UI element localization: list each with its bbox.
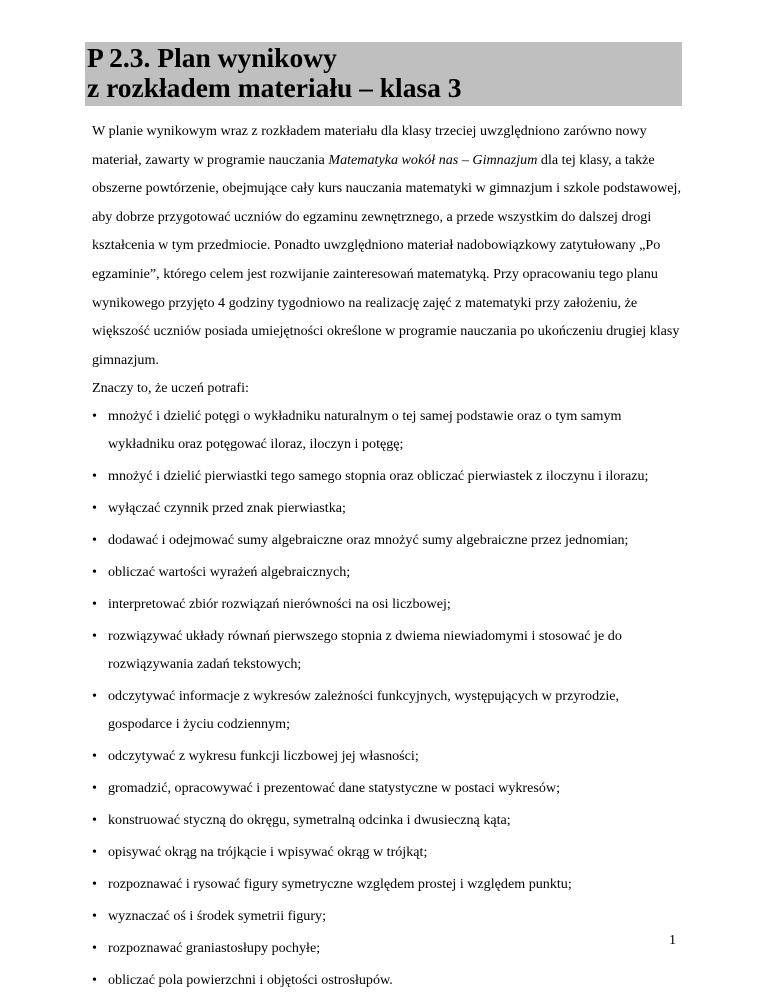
bullet-icon: • [92, 532, 97, 549]
list-item-text: rozpoznawać graniastosłupy pochyłe; [108, 940, 321, 957]
bullet-icon: • [92, 940, 97, 957]
list-item-text: wyłączać czynnik przed znak pierwiastka; [108, 500, 346, 517]
skills-list [92, 402, 682, 994]
bullet-icon: • [92, 468, 97, 485]
intro-text-after: dla tej klasy, a także obszerne powtórzenie, obejmujące cały kurs nauczania matematyki w gimnazjum i szkole podstawowej, aby dobrze przygotować uczniów do egzaminu zewnętrznego, a przede wszystkim do dalszej drogi kształcenia w tym przedmiocie. Ponadto uwzględniono materiał nadobowiązkowy zatytułowany „Po egzaminie”, którego celem jest rozwijanie zainteresowań matematyką. Przy opracowaniu tego planu wynikowego przyjęto 4 godziny tygodniowo na realizację zajęć z matematyki przy założeniu, że większość uczniów posiada umiejętności określone w programie nauczania po ukończeniu drugiej klasy gimnazjum. [92, 151, 681, 368]
list-item-text: konstruować styczną do okręgu, symetralną odcinka i dwusieczną kąta; [108, 812, 511, 829]
list-item-text: obliczać wartości wyrażeń algebraicznych; [108, 564, 351, 581]
list-item-text: mnożyć i dzielić pierwiastki tego samego stopnia oraz obliczać pierwiastek z iloczynu i ilorazu; [108, 468, 649, 485]
list-item [92, 774, 682, 802]
list-item-text: dodawać i odejmować sumy algebraiczne oraz mnożyć sumy algebraiczne przez jednomian; [108, 532, 629, 549]
list-item [92, 558, 682, 586]
list-item-text: odczytywać z wykresu funkcji liczbowej jej własności; [108, 748, 419, 765]
list-item [92, 934, 682, 962]
bullet-icon: • [92, 688, 97, 705]
list-item-text: rozpoznawać i rysować figury symetryczne względem prostej i względem punktu; [108, 876, 572, 893]
bullet-icon: • [92, 748, 97, 765]
program-name: Matematyka wokół nas – Gimnazjum [328, 151, 538, 168]
list-item [92, 622, 682, 678]
bullet-icon: • [92, 876, 97, 893]
list-item [92, 966, 682, 994]
list-item-text: interpretować zbiór rozwiązań nierówności na osi liczbowej; [108, 596, 451, 613]
list-item-text: odczytywać informacje z wykresów zależności funkcyjnych, występujących w przyrodzie, gospodarce i życiu codziennym; [108, 688, 620, 733]
list-item [92, 462, 682, 490]
title-line-1: P 2.3. Plan wynikowy [87, 42, 337, 73]
bullet-icon: • [92, 500, 97, 517]
intro-text-before: W planie wynikowym wraz z rozkładem materiału dla klasy trzeciej uwzględniono zarówno nowy materiał, zawarty w programie nauczania [92, 123, 647, 168]
list-item [92, 870, 682, 898]
list-item [92, 494, 682, 522]
list-item-text: rozwiązywać układy równań pierwszego stopnia z dwiema niewiadomymi i stosować je do rozwiązywania zadań tekstowych; [108, 628, 622, 673]
list-item [92, 682, 682, 738]
title-block [85, 42, 682, 106]
list-item [92, 590, 682, 618]
bullet-icon: • [92, 812, 97, 829]
list-item [92, 806, 682, 834]
lead-in: Znaczy to, że uczeń potrafi: [92, 380, 249, 397]
title-line-2: z rozkładem materiału – klasa 3 [87, 72, 462, 103]
list-item-text: mnożyć i dzielić potęgi o wykładniku naturalnym o tej samej podstawie oraz o tym samym wykładniku oraz potęgować iloraz, iloczyn i potęgę; [108, 408, 622, 453]
bullet-icon: • [92, 780, 97, 797]
page-number: 1 [668, 932, 676, 948]
list-item [92, 402, 682, 458]
document-body [92, 117, 682, 998]
intro-paragraph [92, 117, 682, 374]
list-item-text: gromadzić, opracowywać i prezentować dane statystyczne w postaci wykresów; [108, 780, 560, 797]
bullet-icon: • [92, 408, 97, 425]
list-item [92, 742, 682, 770]
bullet-icon: • [92, 972, 97, 989]
list-item [92, 838, 682, 866]
bullet-icon: • [92, 596, 97, 613]
bullet-icon: • [92, 564, 97, 581]
list-item-text: opisywać okrąg na trójkącie i wpisywać okrąg w trójkąt; [108, 844, 428, 861]
bullet-icon: • [92, 844, 97, 861]
list-item-text: wyznaczać oś i środek symetrii figury; [108, 908, 326, 925]
bullet-icon: • [92, 628, 97, 645]
list-item [92, 526, 682, 554]
list-item-text: obliczać pola powierzchni i objętości ostrosłupów. [108, 972, 393, 989]
list-item [92, 902, 682, 930]
bullet-icon: • [92, 908, 97, 925]
